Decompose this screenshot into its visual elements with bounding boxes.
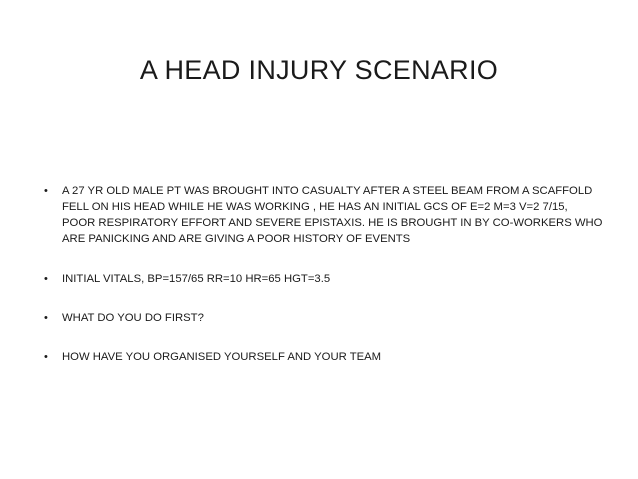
bullet-list xyxy=(44,183,604,388)
bullet-dot-icon: • xyxy=(44,351,48,363)
bullet-item-team xyxy=(44,349,604,365)
bullet-dot-icon: • xyxy=(44,273,48,285)
bullet-dot-icon: • xyxy=(44,185,48,197)
bullet-text: WHAT DO YOU DO FIRST? xyxy=(62,312,204,324)
bullet-item-first-action xyxy=(44,310,604,326)
bullet-text: INITIAL VITALS, BP=157/65 RR=10 HR=65 HGT=3.5 xyxy=(62,273,331,285)
bullet-item-scenario xyxy=(44,183,604,247)
bullet-item-vitals xyxy=(44,271,604,287)
bullet-dot-icon: • xyxy=(44,312,48,324)
bullet-text: HOW HAVE YOU ORGANISED YOURSELF AND YOUR TEAM xyxy=(62,351,382,363)
bullet-text: A 27 YR OLD MALE PT WAS BROUGHT INTO CASUALTY AFTER A STEEL BEAM FROM A SCAFFOLD FELL ON HIS HEAD WHILE HE WAS WORKING , HE HAS AN INITIAL GCS OF E=2 M=3 V=2 7/15, POOR RESPIRATORY EFFORT AND SEVERE EPISTAXIS. HE IS BROUGHT IN BY CO-WORKERS WHO ARE PANICKING AND ARE GIVING A POOR HISTORY OF EVENTS xyxy=(62,185,603,245)
slide-title: A HEAD INJURY SCENARIO xyxy=(139,55,499,85)
